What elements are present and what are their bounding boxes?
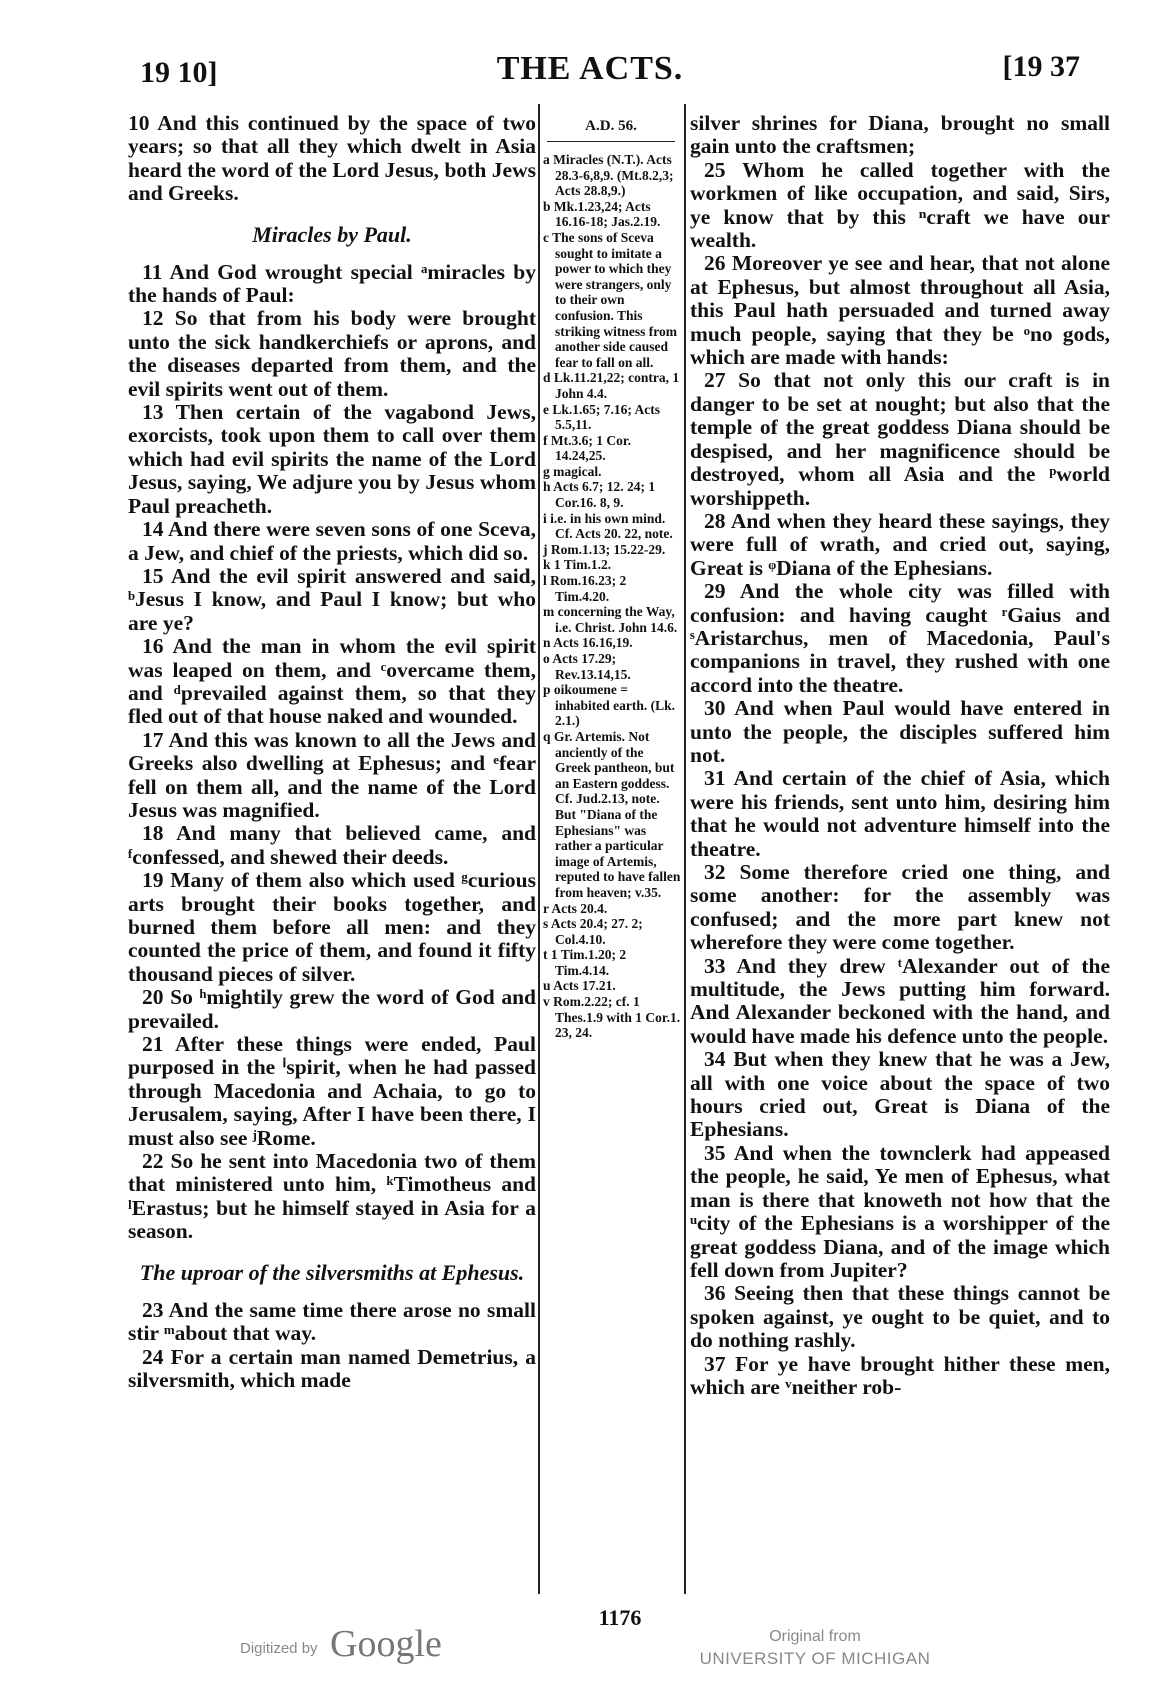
original-from-label: Original from	[769, 1628, 861, 1645]
marginal-note: v Rom.2.22; cf. 1 Thes.1.9 with 1 Cor.1. 23, 24.	[543, 994, 681, 1041]
marginal-note: g magical.	[543, 463, 602, 479]
right-text-column	[690, 112, 1110, 1597]
verse-30: 30 And when Paul would have entered in unto the people, the disciples suffered him not.	[690, 696, 1110, 767]
verse-25: 25 Whom he called together with the workmen of like occupation, and said, Sirs, ye know that by this ⁿcraft we have our wealth.	[690, 157, 1110, 253]
university-label: UNIVERSITY OF MICHIGAN	[699, 1649, 931, 1668]
marginal-note: h Acts 6.7; 12. 24; 1 Cor.16. 8, 9.	[543, 479, 656, 511]
verse-23: 23 And the same time there arose no small stir ᵐabout that way.	[128, 1297, 536, 1346]
verse-34: 34 But when they knew that he was a Jew, all with one voice about the space of two hours cried out, Great is Diana of the Ephesians.	[690, 1047, 1110, 1142]
marginal-note: q Gr. Artemis. Not anciently of the Greek pantheon, but an Eastern goddess. Cf. Jud.2.13, note. But "Diana of the Ephesians" was rather a particular image of Artemis, reputed to have fallen from heaven; v.35.	[543, 728, 681, 900]
verse-22: 22 So he sent into Macedonia two of them that ministered unto him, ᵏTimotheus and ˡErastus; but he himself stayed in Asia for a season.	[128, 1149, 536, 1244]
marginal-notes-column	[541, 112, 681, 1597]
verse-16: 16 And the man in whom the evil spirit was leaped on them, and ᶜovercame them, and ᵈprevailed against them, so that they fled out of that house naked and wounded.	[128, 634, 536, 729]
verse-37: 37 For ye have brought hither these men, which are ᵛneither rob-	[690, 1351, 1110, 1399]
marginal-note: s Acts 20.4; 27. 2; Col.4.10.	[543, 916, 643, 947]
verse-12: 12 So that from his body were brought unto the sick handkerchiefs or aprons, and the diseases departed from them, and the evil spirits went out of them.	[128, 306, 536, 401]
header-chapter-verse-end: [19 37	[1002, 50, 1080, 83]
verse-11: 11 And God wrought special ᵃmiracles by the hands of Paul:	[128, 259, 536, 308]
marginal-note: o Acts 17.29; Rev.13.14,15.	[543, 651, 631, 682]
date-marker: A.D. 56.	[547, 112, 675, 142]
marginal-note: a Miracles (N.T.). Acts 28.3-6,8,9. (Mt.8.2,3; Acts 28.8,9.)	[543, 152, 674, 199]
marginal-note: d Lk.11.21,22; contra, 1 John 4.4.	[543, 370, 680, 401]
marginal-note: p oikoumene = inhabited earth. (Lk. 2.1.)	[543, 682, 676, 729]
marginal-note: t 1 Tim.1.20; 2 Tim.4.14.	[543, 947, 627, 978]
section-heading-miracles: Miracles by Paul.	[252, 221, 412, 247]
section-heading-uproar: The uproar of the silversmiths at Ephesus.	[139, 1259, 525, 1285]
marginal-note: l Rom.16.23; 2 Tim.4.20.	[543, 573, 627, 604]
source-attribution	[690, 1626, 940, 1670]
marginal-note: i i.e. in his own mind. Cf. Acts 20. 22, note.	[543, 510, 673, 542]
page-header	[0, 0, 1160, 100]
verse-33: 33 And they drew ᵗAlexander out of the multitude, the Jews putting him forward. And Alexander beckoned with the hand, and would have made his defence unto the people.	[690, 953, 1110, 1048]
marginal-note: f Mt.3.6; 1 Cor. 14.24,25.	[543, 432, 631, 464]
verse-17: 17 And this was known to all the Jews and Greeks also dwelling at Ephesus; and ᵉfear fell on them all, and the name of the Lord Jesus was magnified.	[128, 727, 536, 822]
verse-29: 29 And the whole city was filled with confusion: and having caught ʳGaius and ˢAristarchus, men of Macedonia, Paul's companions in travel, they rushed with one accord into the theatre.	[690, 579, 1110, 697]
left-text-column	[128, 112, 536, 1597]
verse-26: 26 Moreover ye see and hear, that not alone at Ephesus, but almost throughout all Asia, this Paul hath persuaded and turned away much people, saying that they be ᵒno gods, which are made with hands:	[690, 251, 1110, 370]
verse-31: 31 And certain of the chief of Asia, which were his friends, sent unto him, desiring him that he would not adventure himself into the theatre.	[690, 766, 1110, 861]
marginal-note: m concerning the Way, i.e. Christ. John 14.6.	[543, 604, 678, 635]
column-divider-left	[538, 104, 540, 1594]
marginal-note: b Mk.1.23,24; Acts 16.16-18; Jas.2.19.	[543, 198, 661, 230]
verse-27: 27 So that not only this our craft is in danger to be set at nought; but also that the temple of the great goddess Diana should be despised, and her magnificence should be destroyed, whom all Asia and the ᵖworld worshippeth.	[690, 368, 1110, 510]
marginal-note: r Acts 20.4.	[543, 900, 608, 916]
verse-13: 13 Then certain of the vagabond Jews, exorcists, took upon them to call over them which had evil spirits the name of the Lord Jesus, saying, We adjure you by Jesus whom Paul preacheth.	[128, 400, 536, 518]
verse-18: 18 And many that believed came, and ᶠconfessed, and shewed their deeds.	[128, 821, 536, 869]
verse-36: 36 Seeing then that these things cannot be spoken against, ye ought to be quiet, and to do nothing rashly.	[690, 1281, 1110, 1353]
verse-24: 24 For a certain man named Demetrius, a silversmith, which made	[128, 1344, 536, 1392]
header-book-title: THE ACTS.	[496, 50, 684, 87]
verse-28: 28 And when they heard these sayings, they were full of wrath, and cried out, saying, Great is ᵠDiana of the Ephesians.	[690, 508, 1110, 580]
marginal-note: u Acts 17.21.	[543, 978, 616, 994]
verse-24-continued: silver shrines for Diana, brought no small gain unto the craftsmen;	[690, 112, 1110, 159]
marginal-note: e Lk.1.65; 7.16; Acts 5.5,11.	[543, 401, 660, 433]
page-number: 1176	[598, 1605, 642, 1630]
marginal-note: k 1 Tim.1.2.	[543, 557, 612, 573]
verse-14: 14 And there were seven sons of one Sceva, a Jew, and chief of the priests, which did so.	[128, 517, 536, 565]
marginal-note: n Acts 16.16,19.	[543, 635, 633, 651]
verse-21: 21 After these things were ended, Paul purposed in the ⁱspirit, when he had passed through Macedonia and Achaia, to go to Jerusalem, saying, After I have been there, I must also see ʲRome.	[128, 1032, 536, 1150]
verse-20: 20 So ʰmightily grew the word of God and prevailed.	[128, 985, 536, 1033]
verse-35: 35 And when the townclerk had appeased the people, he said, Ye men of Ephesus, what man is there that knoweth not how that the ᵘcity of the Ephesians is a worshipper of the great goddess Diana, and of the image which fell down from Jupiter?	[690, 1140, 1110, 1282]
marginal-note: j Rom.1.13; 15.22-29.	[543, 541, 666, 557]
verse-10: 10 And this continued by the space of two years; so that all they which dwelt in Asia heard the word of the Lord Jesus, both Jews and Greeks.	[128, 112, 536, 206]
verse-19: 19 Many of them also which used ᵍcurious arts brought their books together, and burned them before all men: and they counted the price of them, and found it fifty thousand pieces of silver.	[128, 868, 536, 986]
google-logo: Google	[330, 1623, 442, 1665]
header-chapter-verse-start: 19 10]	[140, 56, 218, 89]
digitized-by-label: Digitized by	[240, 1640, 318, 1657]
marginal-note: c The sons of Sceva sought to imitate a power to which they were strangers, only to their own confusion. This striking witness from another side caused fear to fall on all.	[543, 229, 678, 370]
verse-15: 15 And the evil spirit answered and said, ᵇJesus I know, and Paul I know; but who are ye?	[128, 563, 536, 635]
verse-32: 32 Some therefore cried one thing, and some another: for the assembly was confused; and the more part knew not wherefore they were come together.	[690, 860, 1110, 955]
column-divider-right	[684, 104, 686, 1594]
